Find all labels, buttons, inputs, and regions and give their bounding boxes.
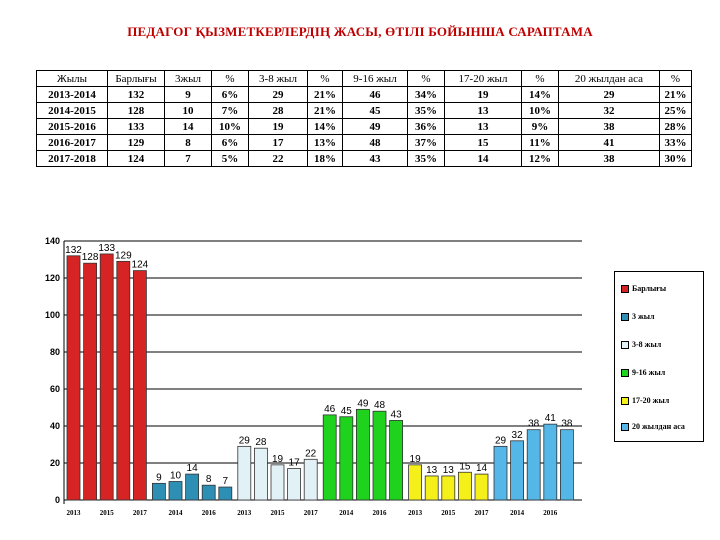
x-tick-label: 2015 [270, 509, 285, 517]
legend-swatch [621, 341, 629, 349]
legend-item [621, 340, 661, 349]
legend-item [621, 422, 685, 431]
table-cell: 2014-2015 [37, 103, 108, 119]
legend-item [621, 396, 669, 405]
y-tick-label: 100 [44, 310, 60, 320]
table-cell: 21% [660, 87, 692, 103]
bar-value-label: 14 [475, 463, 488, 475]
y-tick-label: 120 [44, 273, 60, 283]
x-tick-label: 2015 [99, 509, 114, 517]
table-cell: 49 [343, 119, 408, 135]
table-row [37, 151, 692, 167]
bar [475, 474, 488, 500]
header-total: Барлығы [108, 71, 165, 87]
table-cell: 45 [343, 103, 408, 119]
header-3-8: 3-8 жыл [249, 71, 308, 87]
bar [494, 446, 507, 500]
x-tick-label: 2013 [408, 509, 423, 517]
x-tick-label: 2014 [510, 509, 525, 517]
bar [67, 256, 80, 500]
bar [169, 482, 182, 501]
bar [271, 465, 284, 500]
legend-item [621, 368, 665, 377]
bar-chart [0, 230, 720, 540]
bar [202, 485, 215, 500]
table-row [37, 119, 692, 135]
chart-legend [614, 271, 704, 442]
bar-value-label: 13 [442, 464, 454, 476]
header-9-16: 9-16 жыл [343, 71, 408, 87]
table-cell: 28% [660, 119, 692, 135]
table-cell: 12% [522, 151, 559, 167]
bar [304, 459, 317, 500]
bar-value-label: 48 [373, 400, 386, 412]
legend-label: 20 жылдан аса [632, 422, 685, 431]
table-cell: 2015-2016 [37, 119, 108, 135]
table-cell: 6% [212, 135, 249, 151]
table-cell: 37% [408, 135, 445, 151]
bar-value-label: 9 [156, 472, 162, 484]
table-cell: 38 [559, 119, 660, 135]
table-cell: 7 [165, 151, 212, 167]
table-cell: 21% [308, 103, 343, 119]
bar [425, 476, 438, 500]
x-tick-label: 2016 [372, 509, 387, 517]
table-cell: 21% [308, 87, 343, 103]
table-cell: 7% [212, 103, 249, 119]
header-pct: % [308, 71, 343, 87]
table-cell: 35% [408, 151, 445, 167]
bar [390, 420, 403, 500]
bar [152, 483, 165, 500]
table-cell: 133 [108, 119, 165, 135]
bar-value-label: 45 [340, 405, 352, 417]
stats-table [36, 70, 692, 167]
bar-value-label: 132 [65, 244, 82, 256]
bar-value-label: 28 [255, 437, 267, 449]
header-17-20: 17-20 жыл [445, 71, 522, 87]
bar-value-label: 49 [357, 398, 369, 410]
table-cell: 2017-2018 [37, 151, 108, 167]
table-header-row [37, 71, 692, 87]
bar-value-label: 129 [114, 250, 132, 262]
bar-value-label: 19 [271, 453, 284, 465]
legend-swatch [621, 369, 629, 377]
bar [100, 254, 113, 500]
bar [219, 487, 232, 500]
table-cell: 10% [522, 103, 559, 119]
header-year: Жылы [37, 71, 108, 87]
bar-value-label: 8 [205, 474, 212, 486]
legend-swatch [621, 313, 629, 321]
table-cell: 10% [212, 119, 249, 135]
x-tick-label: 2016 [201, 509, 216, 517]
legend-label: 9-16 жыл [632, 368, 666, 377]
table-cell: 38 [559, 151, 660, 167]
table-cell: 19 [249, 119, 308, 135]
x-tick-label: 2014 [339, 509, 354, 517]
header-20plus: 20 жылдан аса [559, 71, 660, 87]
table-cell: 33% [660, 135, 692, 151]
bar [186, 474, 199, 500]
legend-swatch [621, 397, 629, 405]
bar-value-label: 133 [98, 242, 116, 254]
bar [340, 417, 353, 500]
table-row [37, 103, 692, 119]
table-cell: 9% [522, 119, 559, 135]
bar [560, 430, 573, 500]
table-cell: 132 [108, 87, 165, 103]
bar [511, 441, 524, 500]
legend-swatch [621, 423, 629, 431]
table-cell: 32 [559, 103, 660, 119]
x-tick-label: 2013 [237, 509, 252, 517]
table-cell: 15 [445, 135, 522, 151]
bar-value-label: 14 [186, 463, 198, 475]
x-tick-label: 2013 [66, 509, 81, 517]
legend-label: 17-20 жыл [632, 396, 670, 405]
table-cell: 128 [108, 103, 165, 119]
table-cell: 25% [660, 103, 692, 119]
bar [238, 446, 251, 500]
table-cell: 10 [165, 103, 212, 119]
x-tick-label: 2017 [303, 509, 318, 517]
table-cell: 13 [445, 119, 522, 135]
table-cell: 41 [559, 135, 660, 151]
table-row [37, 87, 692, 103]
header-pct: % [522, 71, 559, 87]
bar-value-label: 19 [409, 453, 421, 465]
table-cell: 48 [343, 135, 408, 151]
bar-value-label: 128 [81, 252, 99, 264]
bar [373, 411, 386, 500]
y-tick-label: 60 [49, 384, 60, 394]
table-cell: 46 [343, 87, 408, 103]
legend-swatch [621, 285, 629, 293]
table-cell: 28 [249, 103, 308, 119]
table-cell: 14% [522, 87, 559, 103]
y-tick-label: 0 [54, 495, 60, 505]
header-pct: % [408, 71, 445, 87]
bar [442, 476, 455, 500]
table-cell: 29 [559, 87, 660, 103]
table-cell: 19 [445, 87, 522, 103]
bar-value-label: 124 [131, 259, 149, 271]
table-cell: 36% [408, 119, 445, 135]
bar-value-label: 46 [324, 403, 336, 415]
header-pct: % [212, 71, 249, 87]
bar [84, 263, 97, 500]
table-cell: 8 [165, 135, 212, 151]
bar-value-label: 15 [459, 461, 471, 473]
legend-label: 3 жыл [632, 312, 655, 321]
bar [458, 472, 471, 500]
bar-value-label: 13 [426, 464, 438, 476]
table-cell: 30% [660, 151, 692, 167]
table-cell: 29 [249, 87, 308, 103]
legend-label: 3-8 жыл [632, 340, 662, 349]
bar [544, 424, 557, 500]
table-cell: 2016-2017 [37, 135, 108, 151]
bar-value-label: 10 [169, 470, 182, 482]
bar-value-label: 29 [238, 435, 250, 447]
y-tick-label: 40 [49, 421, 60, 431]
bar-value-label: 38 [528, 418, 540, 430]
legend-item [621, 312, 655, 321]
table-cell: 5% [212, 151, 249, 167]
bar-value-label: 17 [288, 457, 300, 469]
bar [133, 271, 146, 500]
table-cell: 129 [108, 135, 165, 151]
page-title: ПЕДАГОГ ҚЫЗМЕТКЕРЛЕРДІҢ ЖАСЫ, ӨТІЛІ БОЙЫНША САРАПТАМА [127, 24, 593, 39]
x-tick-label: 2017 [132, 509, 147, 517]
x-tick-label: 2015 [441, 509, 456, 517]
bar-value-label: 32 [511, 429, 523, 441]
x-tick-label: 2016 [543, 509, 558, 517]
y-tick-label: 140 [44, 236, 60, 246]
table-cell: 2013-2014 [37, 87, 108, 103]
y-tick-label: 20 [49, 458, 60, 468]
table-cell: 34% [408, 87, 445, 103]
table-cell: 124 [108, 151, 165, 167]
table-cell: 14 [445, 151, 522, 167]
table-cell: 9 [165, 87, 212, 103]
table-cell: 18% [308, 151, 343, 167]
table-cell: 13% [308, 135, 343, 151]
bar-value-label: 41 [544, 413, 556, 425]
table-cell: 17 [249, 135, 308, 151]
bar-value-label: 43 [390, 409, 402, 421]
bar [117, 261, 130, 500]
bar [409, 465, 422, 500]
table-cell: 22 [249, 151, 308, 167]
bar-value-label: 38 [561, 418, 573, 430]
header-pct: % [660, 71, 692, 87]
legend-item [621, 284, 666, 293]
table-row [37, 135, 692, 151]
table-cell: 43 [343, 151, 408, 167]
bar [288, 469, 301, 500]
bar [356, 409, 369, 500]
y-tick-label: 80 [49, 347, 60, 357]
bar [527, 430, 540, 500]
table-cell: 35% [408, 103, 445, 119]
table-cell: 14 [165, 119, 212, 135]
header-3yr: 3жыл [165, 71, 212, 87]
table-cell: 14% [308, 119, 343, 135]
table-body [37, 87, 692, 167]
table-cell: 6% [212, 87, 249, 103]
bar-value-label: 22 [305, 448, 317, 460]
x-tick-label: 2014 [168, 509, 183, 517]
x-tick-label: 2017 [474, 509, 489, 517]
legend-label: Барлығы [632, 284, 667, 293]
bar [254, 448, 267, 500]
bar [323, 415, 336, 500]
bar-value-label: 7 [222, 476, 229, 488]
bar-value-label: 29 [494, 435, 507, 447]
table-cell: 11% [522, 135, 559, 151]
table-cell: 13 [445, 103, 522, 119]
